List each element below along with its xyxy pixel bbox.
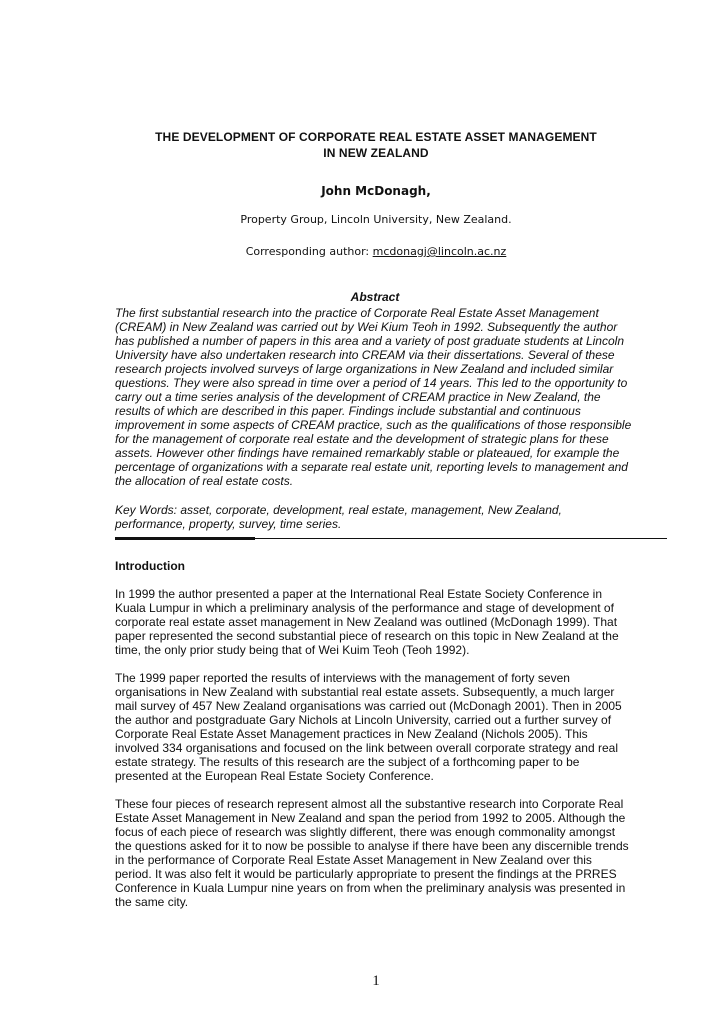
corresponding-email-link[interactable]: mcdonagj@lincoln.ac.nz <box>372 245 507 258</box>
keywords: Key Words: asset, corporate, development, real estate, management, New Zealand, performance, property, survey, time series. <box>115 503 562 531</box>
abstract-text: The first substantial research into the practice of Corporate Real Estate Asset Management (CREAM) in New Zealand was carried out by Wei Kium Teoh in 1992. Subsequently the author has published a number of papers in this area and a variety of post graduate students at Lincoln University have also undertaken research into CREAM via their dissertations. Several of these research projects involved surveys of large organizations in New Zealand and included similar questions. They were also spread in time over a period of 14 years. This led to the opportunity to carry out a time series analysis of the development of CREAM practice in New Zealand, the results of which are described in this paper. Findings include substantial and continuous improvement in some aspects of CREAM practice, such as the qualifications of those responsible for the management of corporate real estate and the development of strategic plans for these assets. However other findings have remained remarkably stable or plateaued, for example the percentage of organizations with a separate real estate unit, reporting levels to management and the allocation of real estate costs. <box>115 306 632 488</box>
abstract-heading: Abstract <box>350 290 400 304</box>
paper-title <box>0 129 724 161</box>
intro-paragraph-3: These four pieces of research represent almost all the substantive research into Corporate Real Estate Asset Management in New Zealand and span the period from 1992 to 2005. Although the focus of each piece of research was slightly different, there was enough commonality amongst the questions asked for it to now be possible to analyse if there have been any discernible trends in the performance of Corporate Real Estate Asset Management in New Zealand over this period. It was also felt it would be particularly appropriate to present the findings at the PRRES Conference in Kuala Lumpur nine years on from when the preliminary analysis was presented in the same city. <box>115 797 629 909</box>
paper-title-line1: THE DEVELOPMENT OF CORPORATE REAL ESTATE ASSET MANAGEMENT <box>155 130 597 144</box>
intro-paragraph-1: In 1999 the author presented a paper at the International Real Estate Society Conference in Kuala Lumpur in which a preliminary analysis of the performance and stage of development of corporate real estate asset management in New Zealand was outlined (McDonagh 1999). That paper represented the second substantial piece of research on this topic in New Zealand at the time, the only prior study being that of Wei Kuim Teoh (Teoh 1992). <box>115 587 619 657</box>
page-number: 1 <box>372 973 380 989</box>
section-divider-accent <box>115 537 255 540</box>
intro-paragraph-2: The 1999 paper reported the results of interviews with the management of forty seven organisations in New Zealand with substantial real estate assets. Subsequently, a much larger mail survey of 457 New Zealand organisations was carried out (McDonagh 2001). Then in 2005 the author and postgraduate Gary Nichols at Lincoln University, carried out a further survey of Corporate Real Estate Asset Management practices in New Zealand (Nichols 2005). This involved 334 organisations and focused on the link between overall corporate strategy and real estate strategy. The results of this research are the subject of a forthcoming paper to be presented at the European Real Estate Society Conference. <box>115 671 622 783</box>
corresponding-label: Corresponding author: <box>245 245 373 258</box>
corresponding-author <box>0 244 724 259</box>
author-name: John McDonagh, <box>321 184 431 198</box>
author-affiliation: Property Group, Lincoln University, New Zealand. <box>240 213 512 226</box>
section-heading-introduction: Introduction <box>115 559 185 573</box>
paper-title-line2: IN NEW ZEALAND <box>323 146 429 160</box>
